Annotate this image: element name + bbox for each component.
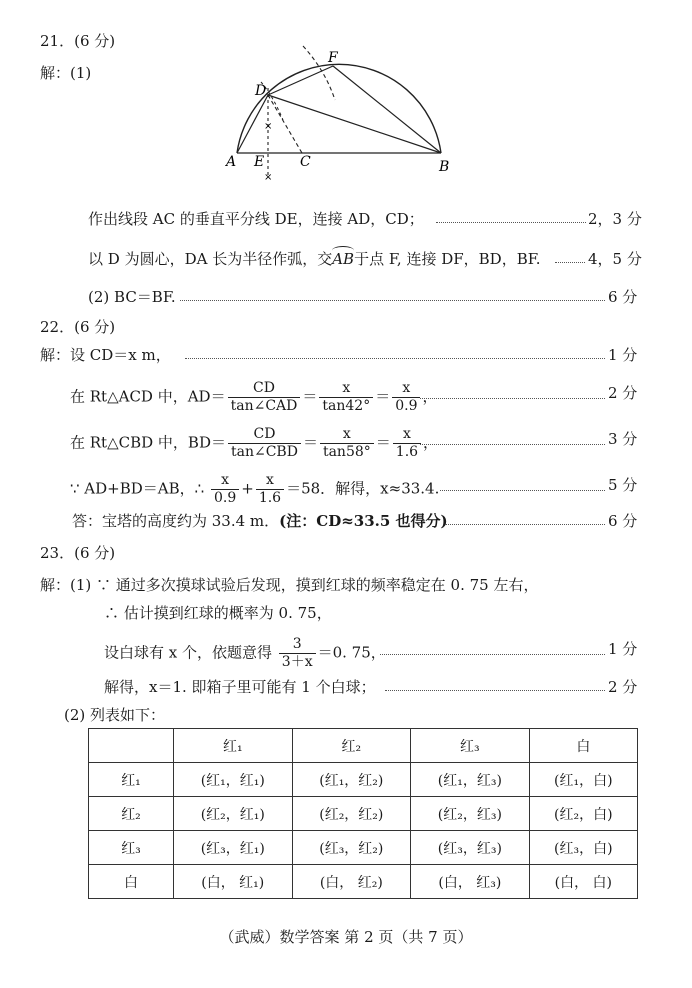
q23-line4: 解得，x＝1. 即箱子里可能有 1 个白球； [104, 678, 376, 696]
q23-line4-score: 2 分 [608, 678, 638, 696]
q23-line1: 解：(1) ∵ 通过多次摸球试验后发现，摸到红球的频率稳定在 0. 75 左右， [40, 576, 539, 594]
probability-table [88, 728, 638, 899]
leader-dots [555, 262, 585, 263]
table-cell: 红₃ [411, 729, 530, 763]
table-cell: (红₁，红₂) [292, 763, 411, 797]
table-cell [89, 729, 174, 763]
table-cell: (白， 红₃) [411, 865, 530, 899]
leader-dots [385, 690, 605, 691]
q23-line2: ∴ 估计摸到红球的概率为 0. 75， [104, 604, 332, 622]
table-cell: (白， 红₁) [174, 865, 293, 899]
table-row [89, 831, 638, 865]
label-b: B [439, 159, 450, 175]
table-cell: (红₂，红₂) [292, 797, 411, 831]
table-cell: (红₃，红₁) [174, 831, 293, 865]
table-cell: (红₂，红₁) [174, 797, 293, 831]
q22-answer: 答：宝塔的高度约为 33.4 m．(注：CD≈33.5 也得分) [72, 512, 448, 530]
q22-step4: ∵ AD+BD＝AB，∴ $\frac{x}{0.9}$ + $\frac{x}{1.6}$ ＝58．解得，x≈33.4. [70, 472, 440, 506]
leader-dots [420, 398, 605, 399]
q21-step2-score: 4，5 分 [588, 250, 642, 268]
label-a: A [226, 154, 237, 170]
leader-dots [180, 300, 605, 301]
table-row [89, 865, 638, 899]
table-cell: 红₁ [89, 763, 174, 797]
arc-ab: AB [332, 250, 355, 268]
label-e: E [254, 154, 265, 170]
table-cell: (红₂，红₃) [411, 797, 530, 831]
q23-line3-score: 1 分 [608, 640, 638, 658]
label-c: C [300, 154, 311, 170]
q22-step2: 在 Rt△ACD 中，AD＝ $\frac{CD}{\text{tan∠CAD}}$ ＝ $\frac{x}{\tan 42^\circ}$ ＝ $\frac{x}{0.9}$ ， [70, 380, 438, 414]
table-cell: 红₃ [89, 831, 174, 865]
q22-step3: 在 Rt△CBD 中，BD＝ $\frac{CD}{\text{tan∠CBD}}$ ＝ $\frac{x}{\tan 58^\circ}$ ＝ $\frac{x}{1.6}$ ， [70, 426, 439, 460]
q22-step2-score: 2 分 [608, 384, 638, 402]
q23-line3: 设白球有 x 个，依题意得 $\frac{3}{3+x}$ ＝0. 75， [104, 636, 386, 670]
table-cell: 白 [89, 865, 174, 899]
leader-dots [445, 524, 605, 525]
q21-solution-label: 解：(1) [40, 64, 92, 82]
q21-step1: 作出线段 AC 的垂直平分线 DE，连接 AD，CD； [88, 210, 424, 228]
q22-note: (注：CD≈33.5 也得分) [279, 512, 448, 530]
table-row [89, 797, 638, 831]
table-row [89, 763, 638, 797]
q22-header: 22．(6 分) [40, 318, 116, 336]
table-cell: (红₂，白) [529, 797, 637, 831]
table-cell: (白， 红₂) [292, 865, 411, 899]
q22-step1: 解：设 CD＝x m， [40, 346, 171, 364]
svg-text:×: × [264, 121, 273, 132]
q22-step1-score: 1 分 [608, 346, 638, 364]
q22-step4-score: 5 分 [608, 476, 638, 494]
q21-step2: 以 D 为圆心，DA 长为半径作弧，交AB于点 F, 连接 DF，BD，BF. [88, 250, 541, 268]
table-cell: (红₃，白) [529, 831, 637, 865]
leader-dots [380, 654, 605, 655]
table-cell: 红₂ [89, 797, 174, 831]
page-footer: （武威）数学答案 第 2 页（共 7 页） [219, 928, 473, 946]
q21-part2: (2) BC＝BF. [88, 288, 176, 306]
table-cell: (红₃，红₃) [411, 831, 530, 865]
q21-header: 21．(6 分) [40, 32, 116, 50]
q22-answer-score: 6 分 [608, 512, 638, 530]
q23-table-intro: (2) 列表如下： [64, 706, 166, 724]
q21-part2-score: 6 分 [608, 288, 638, 306]
table-cell: 红₂ [292, 729, 411, 763]
leader-dots [420, 444, 605, 445]
leader-dots [440, 490, 605, 491]
q21-step1-score: 2，3 分 [588, 210, 642, 228]
q21-geometry-figure [225, 40, 465, 190]
table-cell: (白， 白) [529, 865, 637, 899]
leader-dots [436, 222, 586, 223]
leader-dots [185, 358, 605, 359]
table-cell: (红₁，白) [529, 763, 637, 797]
table-cell: (红₃，红₂) [292, 831, 411, 865]
label-d: D [255, 83, 267, 99]
label-f: F [328, 50, 338, 66]
table-header-row [89, 729, 638, 763]
table-cell: (红₁，红₃) [411, 763, 530, 797]
table-cell: (红₁，红₁) [174, 763, 293, 797]
table-cell: 红₁ [174, 729, 293, 763]
q23-header: 23．(6 分) [40, 544, 116, 562]
svg-text:×: × [264, 172, 273, 183]
table-cell: 白 [529, 729, 637, 763]
q22-step3-score: 3 分 [608, 430, 638, 448]
